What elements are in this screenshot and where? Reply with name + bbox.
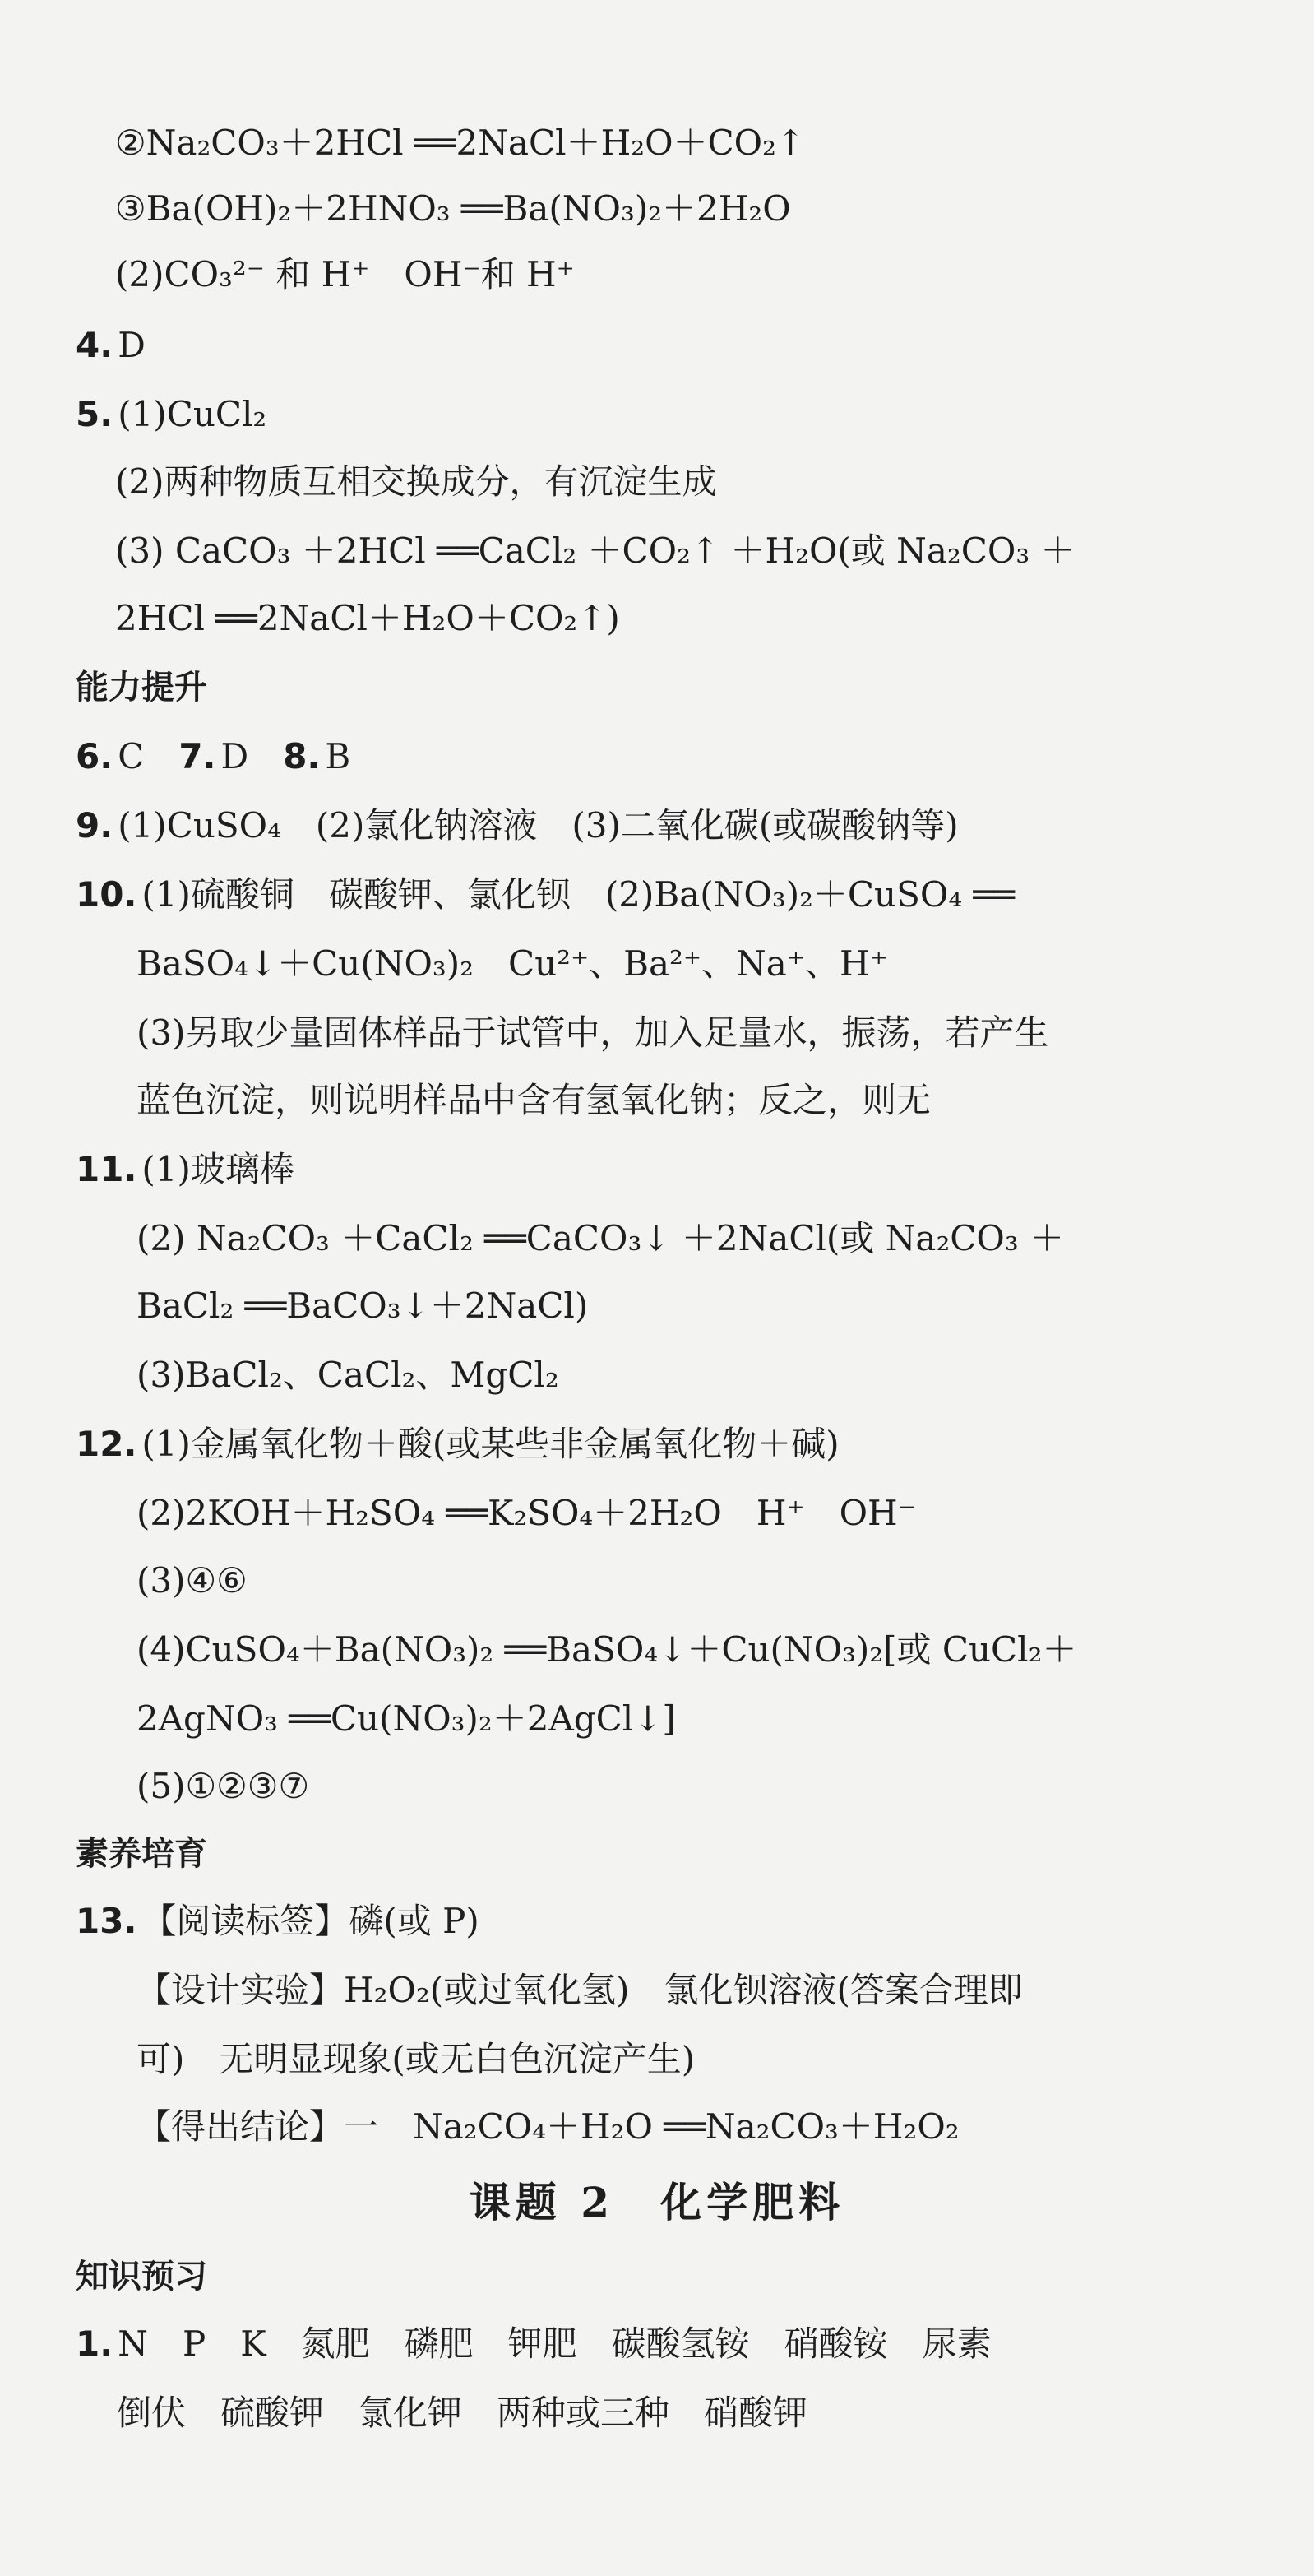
answer-line: (2) Na₂CO₃ ＋CaCl₂ ══CaCO₃↓ ＋2NaCl(或 Na₂CO₃ ＋ — [136, 1218, 1065, 1258]
section-heading: 知识预习 — [76, 2258, 207, 2296]
answer-11: 11. (1)玻璃棒 — [76, 1149, 294, 1189]
answer-6-7-8: 6. C 7. D 8. B — [76, 736, 351, 776]
answer-line: (4)CuSO₄＋Ba(NO₃)₂ ══BaSO₄↓＋Cu(NO₃)₂[或 CuCl₂＋ — [136, 1629, 1077, 1670]
section-heading: 素养培育 — [76, 1835, 207, 1873]
answer-line: 蓝色沉淀，则说明样品中含有氢氧化钠；反之，则无 — [136, 1080, 932, 1120]
answer-line: (3)④⑥ — [136, 1560, 248, 1601]
answer-line: (5)①②③⑦ — [136, 1766, 310, 1806]
answer-line: (2)CO₃²⁻ 和 H⁺ OH⁻和 H⁺ — [115, 254, 575, 294]
answer-line: 2HCl ══2NaCl＋H₂O＋CO₂↑) — [115, 598, 620, 638]
answer-9: 9. (1)CuSO₄ (2)氯化钠溶液 (3)二氧化碳(或碳酸钠等) — [76, 805, 959, 846]
answer-line: 倒伏 硫酸钾 氯化钾 两种或三种 硝酸钾 — [117, 2393, 808, 2433]
answer-line: 可) 无明显现象(或无白色沉淀产生) — [136, 2039, 696, 2079]
lesson-title: 课题 2 化学肥料 — [469, 2178, 845, 2226]
answer-line: (2)2KOH＋H₂SO₄ ══K₂SO₄＋2H₂O H⁺ OH⁻ — [136, 1493, 916, 1533]
answer-10: 10. (1)硫酸铜 碳酸钾、氯化钡 (2)Ba(NO₃)₂＋CuSO₄ ══ — [76, 874, 1016, 915]
answer-line: 2AgNO₃ ══Cu(NO₃)₂＋2AgCl↓] — [136, 1698, 676, 1739]
answer-13: 13. 【阅读标签】磷(或 P) — [76, 1901, 479, 1941]
answer-line: 【得出结论】一 Na₂CO₄＋H₂O ══Na₂CO₃＋H₂O₂ — [136, 2106, 960, 2147]
answer-line: (3) CaCO₃ ＋2HCl ══CaCl₂ ＋CO₂↑ ＋H₂O(或 Na₂CO₃ ＋ — [115, 530, 1076, 571]
question-number: 4. — [76, 325, 113, 365]
answer-line: BaSO₄↓＋Cu(NO₃)₂ Cu²⁺、Ba²⁺、Na⁺、H⁺ — [136, 943, 888, 984]
answer-4: 4. D — [76, 325, 146, 365]
answer-line: (3)另取少量固体样品于试管中，加入足量水，振荡，若产生 — [136, 1012, 1049, 1053]
answer-line: BaCl₂ ══BaCO₃↓＋2NaCl) — [136, 1286, 589, 1326]
section-heading: 能力提升 — [76, 669, 207, 707]
answer-line: (2)两种物质互相交换成分，有沉淀生成 — [115, 461, 717, 502]
answer-line: ③Ba(OH)₂＋2HNO₃ ══Ba(NO₃)₂＋2H₂O — [115, 188, 791, 229]
answer-12: 12. (1)金属氧化物＋酸(或某些非金属氧化物＋碱) — [76, 1424, 840, 1464]
answer-1: 1. N P K 氮肥 磷肥 钾肥 碳酸氢铵 硝酸铵 尿素 — [76, 2323, 992, 2364]
question-number: 5. — [76, 394, 113, 434]
answer-line: ②Na₂CO₃＋2HCl ══2NaCl＋H₂O＋CO₂↑ — [115, 123, 806, 163]
answer-line: (3)BaCl₂、CaCl₂、MgCl₂ — [136, 1355, 559, 1395]
answer-line: 【设计实验】H₂O₂(或过氧化氢) 氯化钡溶液(答案合理即 — [136, 1970, 1023, 2010]
answer-5: 5. (1)CuCl₂ — [76, 394, 267, 434]
